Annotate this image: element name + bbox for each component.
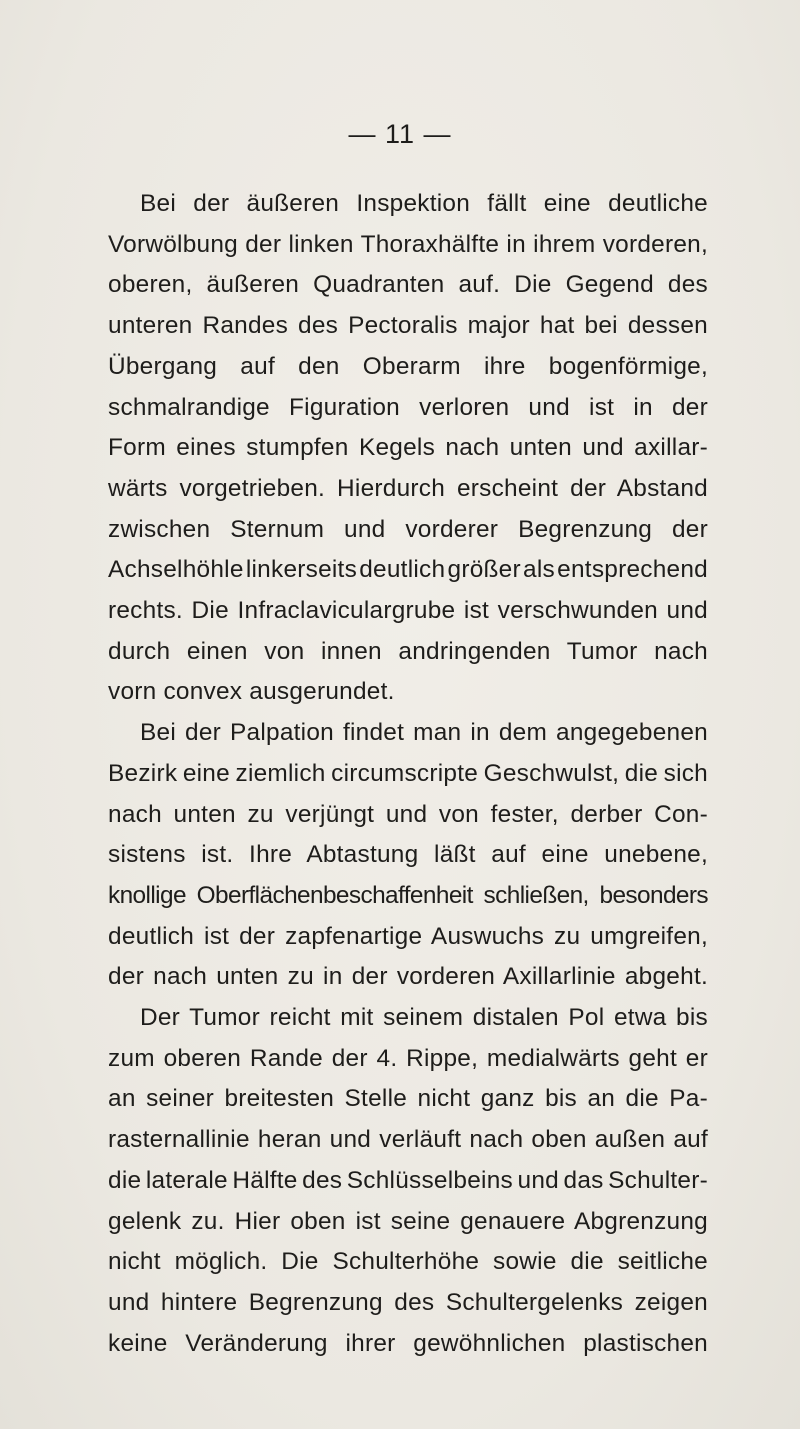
text-line: Form eines stumpfen Kegels nach unten und axillar- — [108, 434, 708, 462]
text-line: deutlich ist der zapfenartige Auswuchs zu umgreifen, — [108, 922, 708, 950]
text-line: unteren Randes des Pectoralis major hat bei dessen — [108, 312, 708, 340]
text-line: nach unten zu verjüngt und von fester, derber Con- — [108, 800, 708, 828]
text-line: vorn convex ausgerundet. — [108, 678, 395, 706]
text-line: wärts vorgetrieben. Hierdurch erscheint der Abstand — [108, 474, 708, 502]
text-line: rasternallinie heran und verläuft nach oben außen auf — [108, 1126, 708, 1154]
text-line: schmalrandige Figuration verloren und ist in der — [108, 393, 708, 421]
text-line: zwischen Sternum und vorderer Begrenzung der — [108, 515, 708, 543]
text-line: Bezirk eine ziemlich circumscripte Geschwulst, die sich — [108, 759, 708, 787]
text-line: sistens ist. Ihre Abtastung läßt auf eine unebene, — [108, 841, 708, 869]
text-line: Übergang auf den Oberarm ihre bogenförmige, — [108, 352, 708, 380]
text-line: Achselhöhle linkerseits deutlich größer als entsprechend — [108, 556, 708, 584]
text-line: keine Veränderung ihrer gewöhnlichen plastischen — [108, 1329, 708, 1357]
text-line: knollige Oberflächenbeschaffenheit schließen, besonders — [108, 881, 708, 909]
paragraph-inspektion — [108, 184, 708, 713]
text-line: rechts. Die Infraclaviculargrube ist verschwunden und — [108, 597, 708, 625]
paragraph-palpation — [108, 713, 708, 998]
text-line: Bei der Palpation findet man in dem angegebenen — [140, 719, 708, 747]
page-number: — 11 — — [348, 119, 452, 149]
text-line: und hintere Begrenzung des Schultergelenks zeigen — [108, 1288, 708, 1316]
text-line: durch einen von innen andringenden Tumor nach — [108, 637, 708, 665]
paragraph-tumor — [108, 998, 708, 1364]
text-line: gelenk zu. Hier oben ist seine genauere Abgrenzung — [108, 1207, 708, 1235]
body-text — [108, 184, 708, 1364]
text-line: nicht möglich. Die Schulterhöhe sowie die seitliche — [108, 1248, 708, 1276]
text-line: Der Tumor reicht mit seinem distalen Pol etwa bis — [140, 1004, 708, 1032]
text-line: oberen, äußeren Quadranten auf. Die Gegend des — [108, 271, 708, 299]
text-line: der nach unten zu in der vorderen Axillarlinie abgeht. — [108, 963, 708, 991]
text-line: zum oberen Rande der 4. Rippe, medialwärts geht er — [108, 1044, 708, 1072]
text-line: Vorwölbung der linken Thoraxhälfte in ihrem vorderen, — [108, 230, 708, 258]
text-line: die laterale Hälfte des Schlüsselbeins und das Schulter- — [108, 1166, 708, 1194]
text-line: Bei der äußeren Inspektion fällt eine deutliche — [140, 190, 708, 217]
text-line: an seiner breitesten Stelle nicht ganz bis an die Pa- — [108, 1085, 708, 1113]
